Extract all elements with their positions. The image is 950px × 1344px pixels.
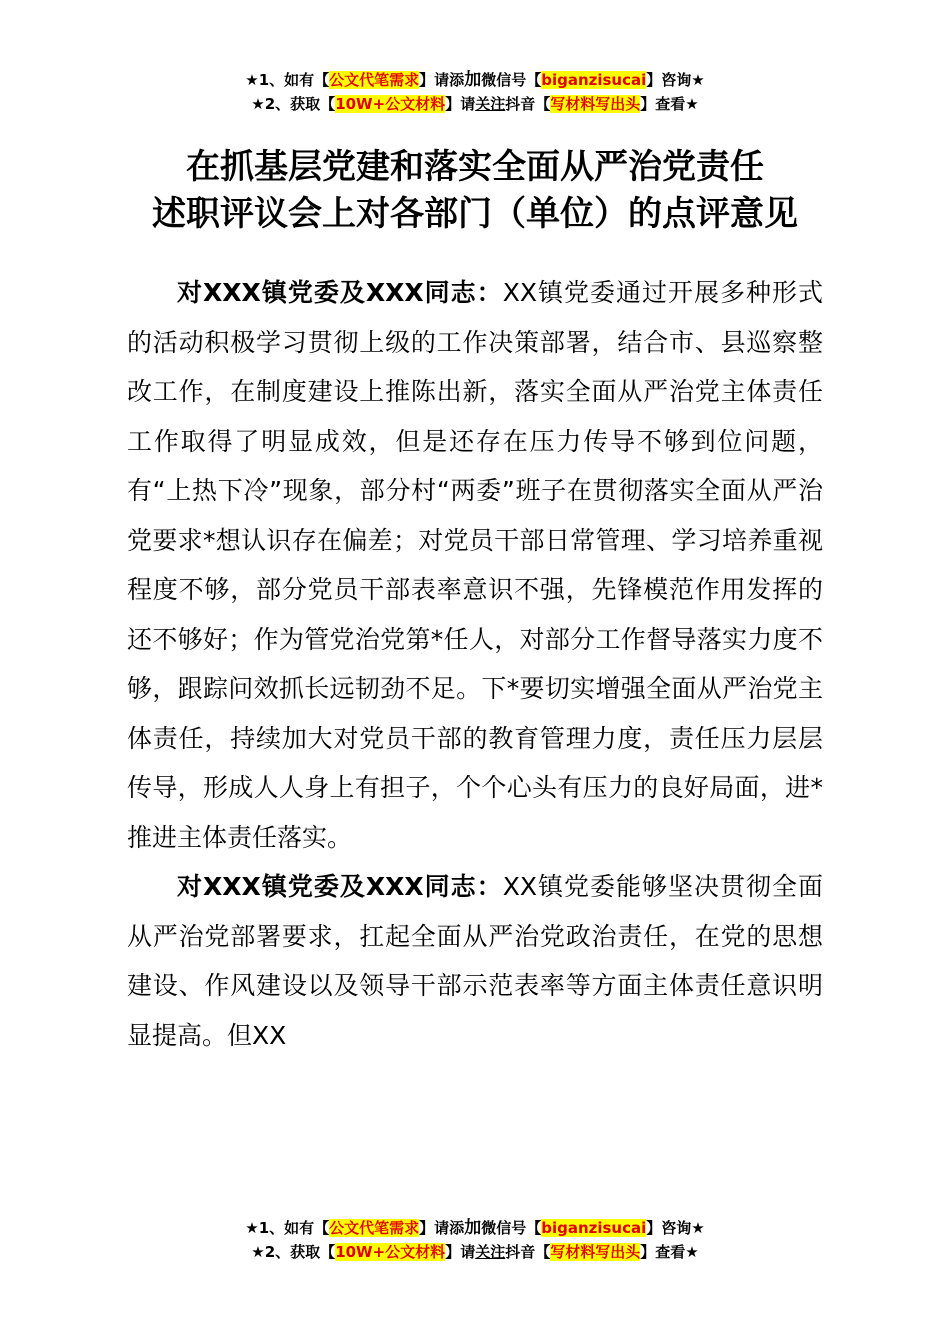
promo-text: ★2、获取【 [251, 95, 336, 113]
promo-text: 微信号【 [481, 1219, 542, 1237]
promo-header [0, 68, 950, 116]
promo-highlight: 10W+公文材料 [335, 95, 446, 113]
promo-emphasis: 加 [464, 70, 482, 90]
promo-text: 】咨询★ [646, 1219, 705, 1237]
promo-line-2 [0, 92, 950, 116]
promo-text: ★1、如有【 [245, 1219, 330, 1237]
promo-highlight: 10W+公文材料 [335, 1243, 446, 1261]
promo-emphasis: 关注 [475, 1243, 506, 1261]
promo-text: ★1、如有【 [245, 71, 330, 89]
promo-emphasis: 加 [464, 1218, 482, 1238]
document-title [0, 144, 950, 238]
promo-line-2 [0, 1240, 950, 1264]
paragraph-lead: 对XXX镇党委及XXX同志： [177, 872, 503, 901]
promo-text: 】请 [445, 1243, 476, 1261]
document-body [127, 268, 823, 1060]
promo-text: 微信号【 [481, 71, 542, 89]
promo-highlight: 公文代笔需求 [329, 1219, 420, 1237]
promo-line-1 [0, 1216, 950, 1240]
promo-wechat-id: biganzisucai [541, 71, 647, 89]
promo-wechat-id: biganzisucai [541, 1219, 647, 1237]
promo-text: 】请添 [419, 1219, 465, 1237]
promo-douyin-id: 写材料写出头 [550, 1243, 641, 1261]
paragraph-text: XX镇党委能够坚决贯彻全面从严治党部署要求，扛起全面从严治党政治责任，在党的思想建设、作风建设以及领导干部示范表率等方面主体责任意识明显提高。但XX [127, 872, 823, 1050]
promo-douyin-id: 写材料写出头 [550, 95, 641, 113]
promo-footer [0, 1216, 950, 1264]
promo-text: 抖音【 [505, 1243, 551, 1261]
title-line-1: 在抓基层党建和落实全面从严治党责任 [186, 147, 764, 187]
promo-text: 】请添 [419, 71, 465, 89]
promo-text: 】请 [445, 95, 476, 113]
paragraph-text: XX镇党委通过开展多种形式的活动积极学习贯彻上级的工作决策部署，结合市、县巡察整改工作，在制度建设上推陈出新，落实全面从严治党主体责任工作取得了明显成效，但是还存在压力传导不够到位问题，有“上热下冷”现象，部分村“两委”班子在贯彻落实全面从严治党要求*想认识存在偏差；对党员干部日常管理、学习培养重视程度不够，部分党员干部表率意识不强，先锋模范作用发挥的还不够好；作为管党治党第*任人，对部分工作督导落实力度不够，跟踪问效抓长远韧劲不足。下*要切实增强全面从严治党主体责任，持续加大对党员干部的教育管理力度，责任压力层层传导，形成人人身上有担子，个个心头有压力的良好局面，进*推进主体责任落实。 [127, 278, 823, 852]
promo-text: 】查看★ [640, 95, 699, 113]
paragraph [127, 268, 823, 862]
title-line-2: 述职评议会上对各部门（单位）的点评意见 [152, 194, 798, 234]
promo-text: 】咨询★ [646, 71, 705, 89]
promo-text: 】查看★ [640, 1243, 699, 1261]
promo-emphasis: 关注 [475, 95, 506, 113]
promo-text: 抖音【 [505, 95, 551, 113]
promo-highlight: 公文代笔需求 [329, 71, 420, 89]
paragraph-lead: 对XXX镇党委及XXX同志： [177, 278, 503, 307]
promo-text: ★2、获取【 [251, 1243, 336, 1261]
promo-line-1 [0, 68, 950, 92]
paragraph [127, 862, 823, 1060]
